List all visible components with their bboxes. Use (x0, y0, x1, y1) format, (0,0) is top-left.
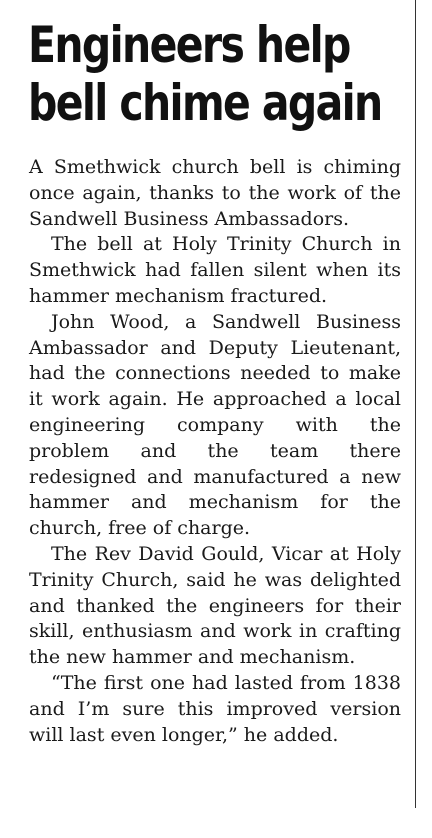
column-divider (415, 0, 416, 808)
paragraph-5: “The first one had lasted from 1838 and I’m sure this improved version will last even longer,” he added. (29, 671, 401, 746)
headline (28, 16, 382, 132)
article-body (29, 155, 401, 748)
headline-line-1: Engineers help (28, 16, 350, 74)
paragraph-4: The Rev David Gould, Vicar at Holy Trinity Church, said he was delighted and thanked the engineers for their skill, enthusiasm and work in crafting the new hammer and mechanism. (29, 542, 401, 669)
paragraph-3: John Wood, a Sandwell Business Ambassador and Deputy Lieutenant, had the connections needed to make it work again. He approached a local engineering company with the problem and the team there redesigned and manufactured a new hammer and mechanism for the church, free of charge. (29, 310, 401, 540)
headline-line-2: bell chime again (28, 74, 382, 132)
paragraph-1: A Smethwick church bell is chiming once again, thanks to the work of the Sandwell Business Ambassadors. (29, 156, 401, 230)
paragraph-2: The bell at Holy Trinity Church in Smethwick had fallen silent when its hammer mechanism fractured. (29, 233, 401, 307)
